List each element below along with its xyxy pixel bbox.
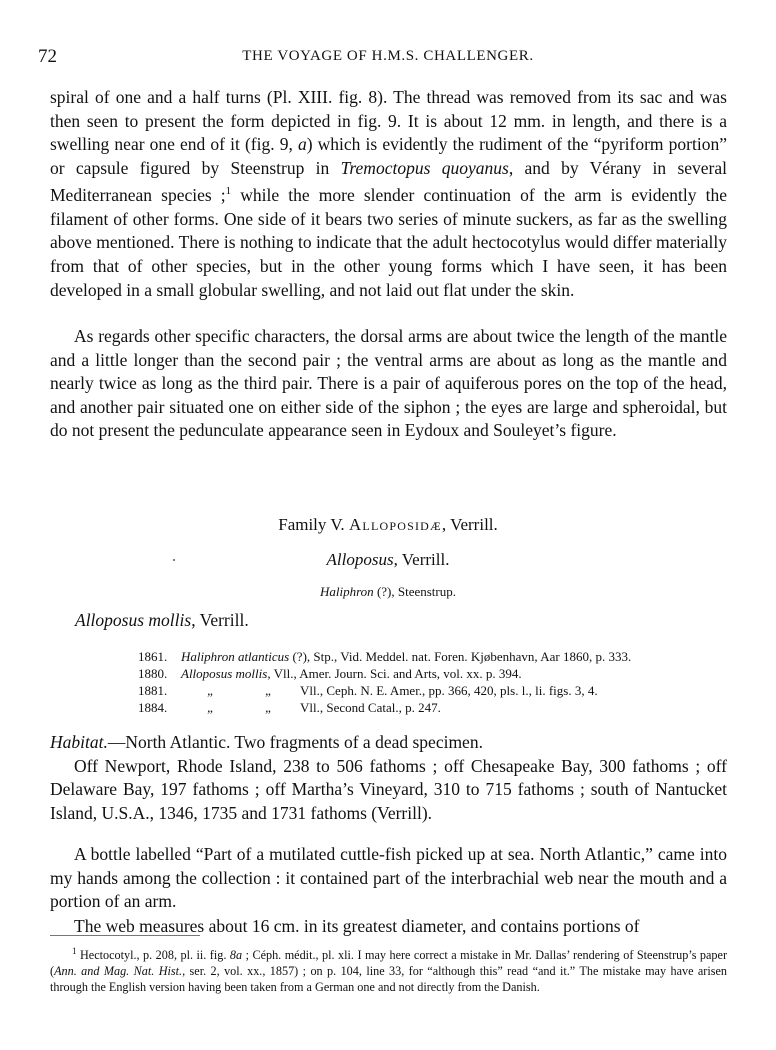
footnote-text-b: ; Céph. médit., pl. xli. I may here correct a mistake in Mr. Dallas’ rendering of Steenstrup’s paper (	[50, 948, 727, 979]
para3-text: A bottle labelled “Part of a mutilated cuttle-fish picked up at sea. North Atlantic,” came into my hands among the collection : it contained part of the interbrachial web near the mouth and a portion of an arm.	[50, 844, 727, 912]
para1-fig-letter: a	[297, 134, 307, 155]
synonym-name: Haliphron	[319, 584, 374, 599]
footnote	[50, 943, 727, 996]
footnote-reference-mark[interactable]: 1	[225, 185, 232, 198]
habitat-label: Habitat.	[50, 732, 108, 752]
reference-text: Vll., Ceph. N. E. Amer., pp. 366, 420, pls. l., li. figs. 3, 4.	[300, 683, 598, 698]
para2-text: As regards other specific characters, the dorsal arms are about twice the length of the mantle and a little longer than the second pair ; the ventral arms are about as long as the mantle and nearly twice as long as the third pair. There is a pair of aquiferous pores on the top of the head, and another pair situated one on either side of the siphon ; the eyes are large and spheroidal, but do not present the pedunculate appearance seen in Eydoux and Souleyet’s figure.	[50, 326, 727, 441]
genus-name: Alloposus	[326, 550, 394, 569]
para1-text-a: spiral of one and a half turns (Pl. XIII. fig. 8). The thread was removed from its sac and was then seen to present the form depicted in fig. 9. It is about 12 mm. in length, and there is a swelling near one end of it (fig. 9,	[50, 87, 727, 155]
ditto-mark: „	[265, 700, 271, 715]
synonym-line	[0, 584, 776, 600]
footnote-divider	[50, 935, 200, 936]
habitat-text: —North Atlantic. Two fragments of a dead specimen.	[107, 732, 483, 752]
reference-year: 1861.	[138, 649, 168, 664]
species-heading	[75, 610, 249, 631]
reference-list	[138, 648, 631, 716]
reference-row	[138, 665, 631, 682]
ditto-mark: „	[207, 700, 213, 715]
reference-text: (?), Stp., Vid. Meddel. nat. Foren. Kjøbenhavn, Aar 1860, p. 333.	[289, 649, 632, 664]
footnote-journal: Ann. and Mag. Nat. Hist.	[54, 964, 183, 979]
footnote-fig: 8a	[229, 948, 243, 963]
reference-name: Haliphron atlanticus	[181, 649, 290, 664]
para1-species-name: Tremoctopus quoyanus	[340, 157, 509, 178]
para1-text-d: while the more slender continuation of the arm is evidently the filament of other forms. One side of it bears two series of minute suckers, as far as the swelling above mentioned. There is nothing to indicate that the adult hectocotylus would differ materially from that of other species, but in the other young forms which I have seen, it has been developed in a small globular swelling, and not laid out flat under the skin.	[50, 185, 727, 300]
family-author: , Verrill.	[441, 515, 498, 534]
reference-row	[138, 699, 631, 716]
species-author: , Verrill.	[191, 610, 249, 630]
para1-text-c: , and by Vérany in several Mediterranean species ;	[50, 157, 727, 206]
paragraph-bottle	[50, 843, 727, 938]
genus-author: , Verrill.	[393, 550, 450, 569]
reference-name: Alloposus mollis	[181, 666, 268, 681]
reference-text: , Vll., Amer. Journ. Sci. and Arts, vol. xx. p. 394.	[267, 666, 522, 681]
footnote-mark: 1	[72, 946, 77, 956]
reference-year: 1881.	[138, 683, 168, 698]
para4-text: The web measures about 16 cm. in its greatest diameter, and contains portions of	[74, 915, 640, 936]
reference-row	[138, 648, 631, 665]
para1-text-b: ) which is evidently the rudiment of the “pyriform portion” or capsule figured by Steenstrup in	[50, 134, 727, 178]
paragraph-specific-characters	[50, 325, 727, 443]
reference-text: Vll., Second Catal., p. 247.	[300, 700, 441, 715]
genus-heading	[0, 550, 776, 570]
footnote-text-a: Hectocotyl., p. 208, pl. ii. fig.	[76, 948, 230, 963]
synonym-qualifier: (?), Steenstrup.	[373, 584, 456, 599]
paragraph-hectocotylus	[50, 86, 727, 302]
ditto-mark: „	[265, 683, 271, 698]
species-name: Alloposus mollis	[75, 610, 192, 630]
footnote-text-c: , ser. 2, vol. xx., 1857) ; on p. 104, line 33, for “although this” read “and it.” The mistake may have arisen through the English version having been taken from a German one and not directly from the Danish.	[50, 964, 727, 995]
family-prefix: Family V.	[278, 515, 345, 534]
family-name: Alloposidæ	[348, 515, 442, 534]
habitat-section	[50, 731, 727, 825]
reference-year: 1884.	[138, 700, 168, 715]
reference-row	[138, 682, 631, 699]
localities-text: Off Newport, Rhode Island, 238 to 506 fathoms ; off Chesapeake Bay, 300 fathoms ; off Delaware Bay, 197 fathoms ; off Martha’s Vineyard, 310 to 715 fathoms ; south of Nantucket Island, U.S.A., 1346, 1735 and 1731 fathoms (Verrill).	[50, 755, 727, 823]
ditto-mark: „	[207, 683, 213, 698]
page-number: 72	[38, 46, 57, 67]
family-heading	[0, 515, 776, 535]
reference-year: 1880.	[138, 666, 168, 681]
running-title: THE VOYAGE OF H.M.S. CHALLENGER.	[242, 48, 534, 64]
